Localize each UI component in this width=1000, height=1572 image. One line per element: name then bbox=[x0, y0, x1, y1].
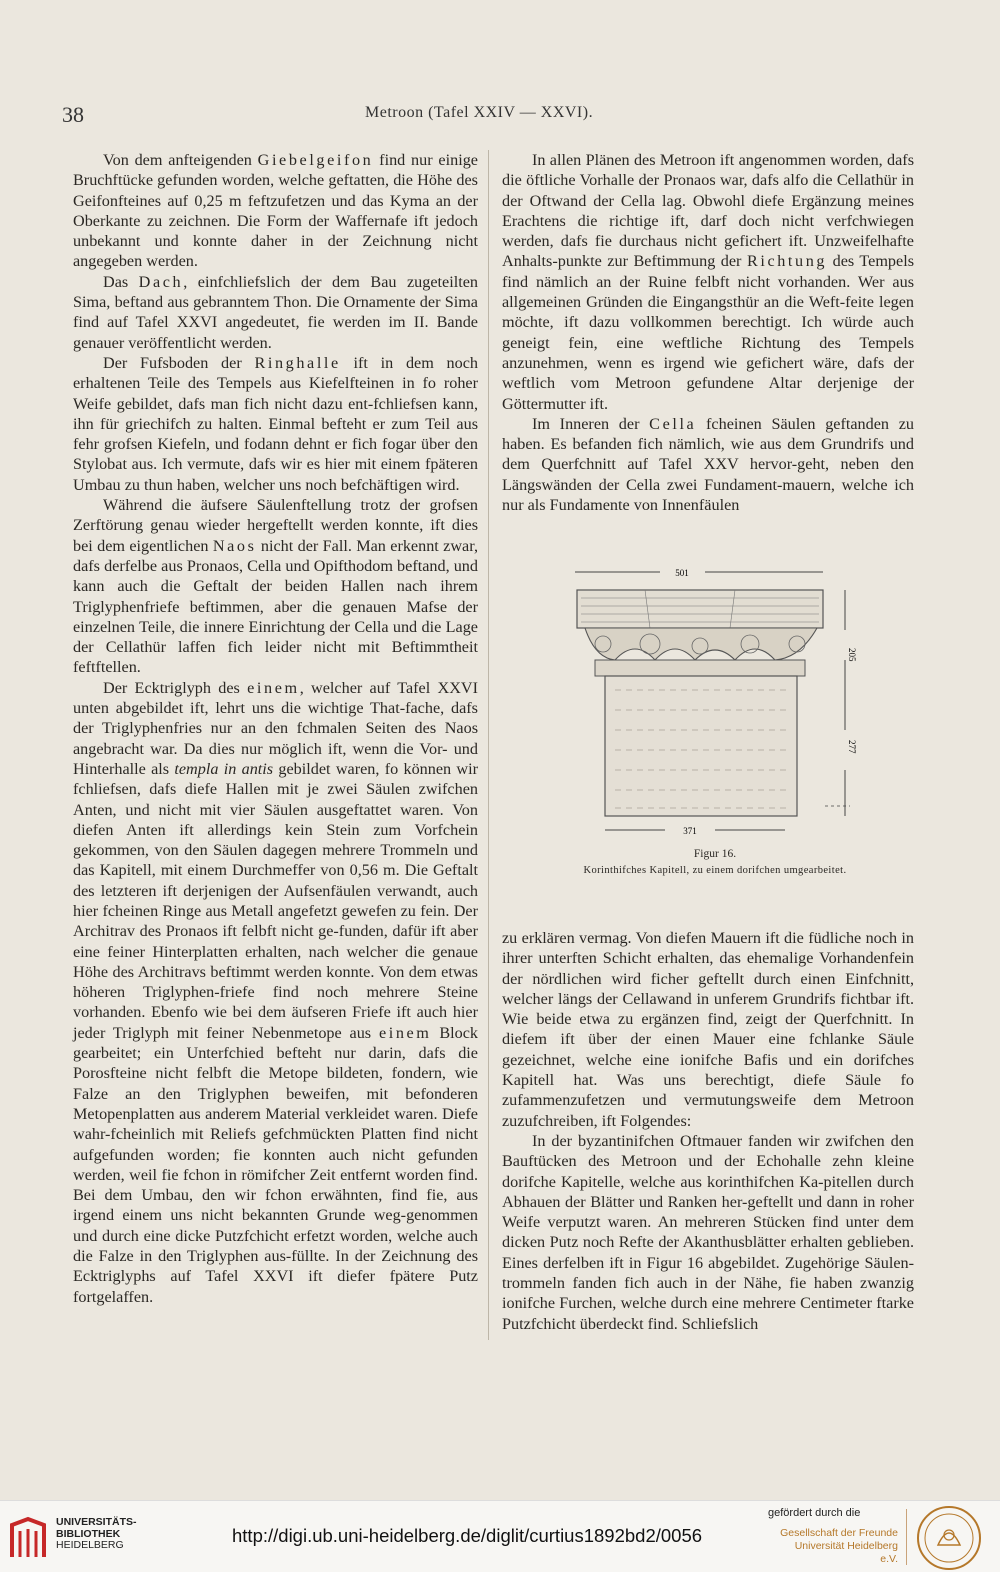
page-header bbox=[0, 100, 1000, 130]
dim-top: 501 bbox=[675, 568, 689, 578]
column-divider bbox=[488, 150, 489, 1340]
permalink-url[interactable]: http://digi.ub.uni-heidelberg.de/diglit/curtius1892bd2/0056 bbox=[232, 1525, 703, 1546]
sponsor-name: Gesellschaft der Freunde Universität Heidelberg e.V. bbox=[780, 1527, 898, 1565]
paragraph: Während die äufsere Säulenftellung trotz der grofsen Zerftörung genau wieder hergeftellt werden konnte, ift dies bei dem eigentlichen Naos nicht der Fall. Man erkennt zwar, dafs derfelbe aus Pronaos, Cella und Opifthodom beftand, und kann auch die Geftalt der beiden Hallen nach ihrem Triglyphenfriefe beftimmen, aber die genauen Mafse der einzelnen Teile, die innere Einrichtung der Cella und die Lage der Cellathür laffen fich leider nicht mit Beftimmtheit feftftellen. bbox=[73, 496, 479, 677]
capital-drawing bbox=[555, 560, 875, 850]
paragraph: Im Inneren der Cella fcheinen Säulen geftanden zu haben. Es befanden fich nämlich, wie aus dem Grundrifs und dem Querfchnitt auf Tafel XXV hervor-geht, neben den Längswänden der Cella zwei Fundament-mauern, welche ich nur als Fundamente von Innenfäulen bbox=[502, 414, 914, 515]
paragraph: Das Dach, einfchliefslich der dem Bau zugeteilten Sima, beftand aus gebranntem Thon. Die Ornamente der Sima find auf Tafel XXVI angedeutet, fie werden im II. Bande genauer veröffentlicht werden. bbox=[73, 272, 478, 352]
page-number: 38 bbox=[62, 102, 84, 127]
library-logo-icon bbox=[8, 1515, 48, 1561]
dim-right-upper: 205 bbox=[847, 648, 857, 662]
dim-bottom: 371 bbox=[683, 826, 697, 836]
footer-divider bbox=[906, 1509, 907, 1565]
figure-label: Figur 16. bbox=[693, 848, 737, 860]
running-head: Metroon (Tafel XXIV — XXVI). bbox=[365, 104, 594, 121]
digitization-footer bbox=[0, 1500, 1000, 1572]
university-seal-icon bbox=[916, 1505, 982, 1571]
paragraph: zu erklären vermag. Von diefen Mauern ift die füdliche noch in ihrer unterften Schicht erhalten, das ehemalige Vorhandenfein der nördlichen wird ficher geftellt durch einen Einfchnitt, welcher längs der Cellawand in unferem Grundrifs fichtbar ift. Wie beide etwa zu ergänzen find, zeigt der Querfchnitt. In diefem ift über der einen Mauer eine fchlanke Säule gezeichnet, welche eine ionifche Bafis und ein dorifches Kapitell hat. Was uns berechtigt, diefe Säule fo zufammenzufetzen und vermutungsweife dem Metroon zuzufchreiben, ift Folgendes: bbox=[502, 929, 914, 1130]
paragraph: Der Fufsboden der Ringhalle ift in dem noch erhaltenen Teile des Tempels aus Kiefelfteinen in fo roher Weife gebildet, dafs man fich nicht dazu ent-fchliefsen kann, ihn für griechifch zu halten. Einmal befteht er zum Teil aus fehr grofsen Kiefeln, und fodann dehnt er fich fogar über den Stylobat aus. Ich vermute, dafs wir es hier mit einem fpäteren Umbau zu thun haben, welcher uns noch befchäftigen wird. bbox=[73, 353, 479, 494]
dim-right-lower: 277 bbox=[847, 740, 857, 754]
library-name: UNIVERSITÄTS- BIBLIOTHEK HEIDELBERG bbox=[56, 1516, 137, 1551]
right-column-bottom bbox=[502, 928, 914, 1334]
paragraph: In allen Plänen des Metroon ift angenommen worden, dafs die öftliche Vorhalle der Pronaos war, dafs alfo die Cellathür in der Oftwand der Cella lag. Obwohl diefe Ergänzung meines Erachtens die richtige ift, darf doch nicht verfchwiegen werden, dafs fie durchaus nicht gefichert ift. Unzweifelhafte Anhalts-punkte zur Beftimmung der Richtung des Tempels find nämlich an der Ruine felbft nicht vorhanden. Wer aus allgemeinen Gründen die Eingangsthür an die Weft-feite legen möchte, ift dazu vollkommen berechtigt. Ich würde auch geneigt fein, eine weftliche Richtung des Tempels anzunehmen, wenn es irgend wie gefichert wäre, dafs der weftlich vom Metroon gefundene Altar derjenige der Göttermutter ift. bbox=[502, 151, 914, 413]
paragraph: Der Ecktriglyph des einem, welcher auf Tafel XXVI unten abgebildet ift, lehrt uns die wichtige That-fache, dafs der Triglyphenfries nur an den fchmalen Seiten des Naos angebracht war. Da dies nur möglich ift, wenn die Vor- und Hinterhalle als templa in antis gebildet waren, fo können wir fchliefsen, dafs diefe Hallen mit je zwei Säulen zwifchen Anten, und nicht mit vier Säulen ausgeftattet waren. Von diefen Anten ift allerdings kein Stein zum Vorfchein gekommen, von den Säulen dagegen mehrere Trommeln und das Kapitell, mit einem Durchmeffer von 0,56 m. Die Geftalt des letzteren ift derjenigen der Aufsenfäulen verwandt, auch hier fcheinen Ringe aus Metall angefetzt gewefen zu fein. Der Architrav des Pronaos ift felbft nicht ge-funden, dafür ift aber eine feiner Hinterplatten erhalten, nach welcher die genaue Höhe des Architravs beftimmt werden konnte. Von dem etwas höheren Triglyphen-friefe find noch mehrere Steine vorhanden. Ebenfo wie bei dem äufseren Friefe ift auch hier jeder Triglyph mit feiner Nebenmetope aus einem Block gearbeitet; ein Unterfchied befteht nur darin, dafs die Porosfteine nicht felbft die Metope bildeten, fondern, wie Falze an den Triglyphen beweifen, mit befonderen Metopenplatten aus anderem Material verkleidet waren. Diefe wahr-fcheinlich mit Reliefs gefchmückten Platten find nicht aufgefunden worden; fie konnten auch nicht gefunden werden, weil fie fchon in römifcher Zeit entfernt worden find. Bei dem Umbau, den wir fchon erwähnten, find fie, aus irgend einem uns nicht bekannten Grunde weg-genommen und durch eine dicke Putzfchicht erfetzt worden, welche auch die Falze in den Triglyphen aus-füllte. In der Zeichnung des Ecktriglyphs auf Tafel XXVI ift diefer fpätere Putz fortgelaffen. bbox=[73, 678, 478, 1306]
paragraph: In der byzantinifchen Oftmauer fanden wir zwifchen den Bauftücken des Metroon und der Echohalle zehn kleine dorifche Kapitelle, welche aus korinthifchen Ka-pitellen durch Abhauen der Blätter und Ranken her-geftellt und dann in roher Weife verputzt waren. An mehreren Stücken find unter dem dicken Putz noch Refte der Akanthusblätter erhalten geblieben. Eines derfelben ift in Figur 16 abgebildet. Zugehörige Säulen-trommeln fanden fich auch in der Nähe, fie haben zwanzig ionifche Furchen, welche durch eine mehrere Centimeter ftarke Putzfchicht überdeckt find. Schliefslich bbox=[502, 1131, 914, 1333]
sponsor-label: gefördert durch die bbox=[768, 1507, 861, 1519]
paragraph: Von dem anfteigenden Giebelgeifon find nur einige Bruchftücke gefunden worden, welche geftatten, die Höhe des Geifonfteines auf 0,25 m feftzufetzen und das Kyma an der Oberkante zu zeichnen. Die Form der Waffernafe ift jedoch unbekannt und konnte daher in der Zeichnung nicht angegeben werden. bbox=[73, 151, 478, 271]
left-column bbox=[73, 150, 478, 1307]
figure-caption: Korinthifches Kapitell, zu einem dorifchen umgearbeitet. bbox=[583, 865, 847, 876]
figure-16 bbox=[555, 560, 875, 890]
right-column-top bbox=[502, 150, 914, 515]
